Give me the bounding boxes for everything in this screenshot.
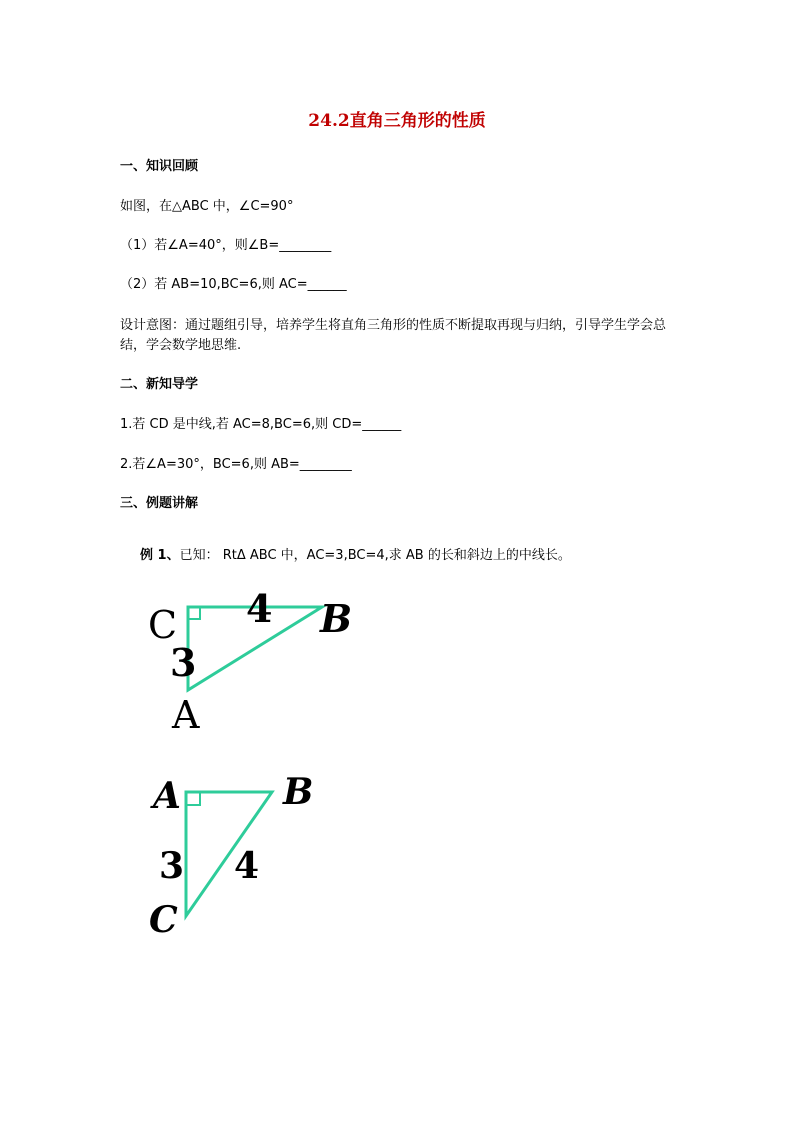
triangle-figure-2 — [149, 771, 313, 941]
new-question-2: 2.若∠A=30°，BC=6,则 AB=________ — [120, 457, 352, 472]
right-angle-marker-2 — [186, 792, 200, 805]
triangle-2-outline — [186, 792, 272, 916]
fig1-side-left: 3 — [170, 640, 197, 685]
fig1-vertex-b: B — [320, 596, 353, 641]
review-question-1: （1）若∠A=40°，则∠B=________ — [120, 238, 332, 253]
section-heading-new-knowledge: 二、新知导学 — [120, 377, 199, 392]
page-title: 24.2直角三角形的性质 — [308, 111, 486, 131]
fig2-side-right: 4 — [234, 845, 260, 887]
section-heading-examples: 三、例题讲解 — [120, 496, 199, 511]
section-heading-review: 一、知识回顾 — [120, 159, 199, 174]
fig2-vertex-b: B — [283, 771, 314, 813]
new-question-1: 1.若 CD 是中线,若 AC=8,BC=6,则 CD=______ — [120, 417, 402, 432]
example-label: 例 1、 — [140, 548, 180, 563]
review-question-2: （2）若 AB=10,BC=6,则 AC=______ — [120, 277, 347, 292]
triangle-figure-1 — [148, 586, 352, 737]
review-intro: 如图，在△ABC 中，∠C=90° — [120, 199, 294, 214]
fig2-side-left: 3 — [159, 845, 185, 887]
right-angle-marker-1 — [188, 607, 200, 619]
example-text: 已知： RtΔ ABC 中，AC=3,BC=4,求 AB 的长和斜边上的中线长。 — [179, 548, 571, 563]
fig1-vertex-a: A — [172, 693, 200, 737]
design-intent-paragraph: 设计意图：通过题组引导，培养学生将直角三角形的性质不断提取再现与归纳，引导学生学会总结，学会数学地思维. — [120, 318, 667, 353]
fig1-vertex-c: C — [148, 603, 178, 647]
fig2-vertex-c: C — [149, 899, 178, 941]
fig2-vertex-a: A — [153, 775, 181, 817]
fig1-side-top: 4 — [246, 586, 273, 631]
